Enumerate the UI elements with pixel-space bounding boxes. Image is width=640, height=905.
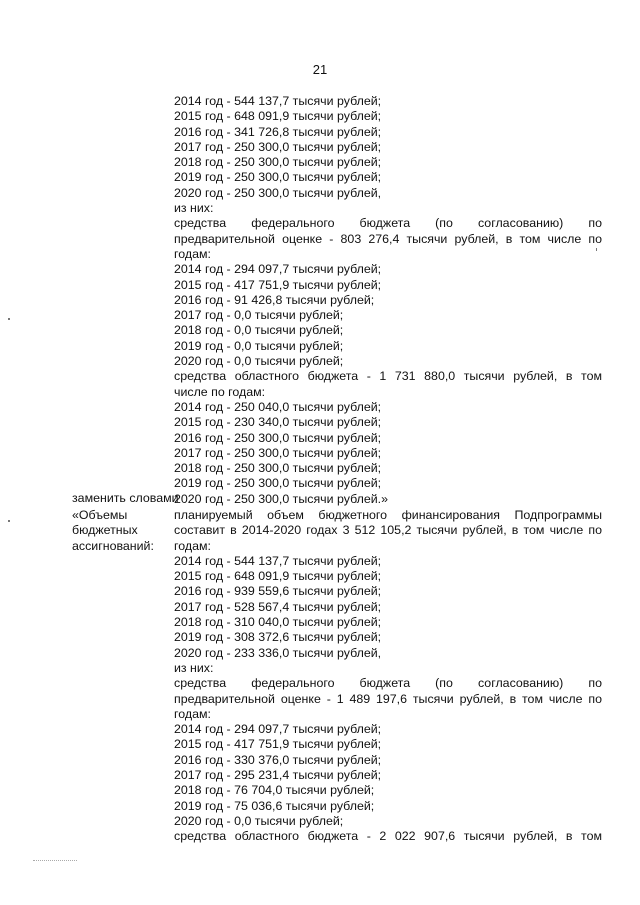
text-line: 2016 год - 341 726,8 тысячи рублей; (174, 124, 382, 139)
text-line: из них: (174, 201, 214, 216)
text-line: 2014 год - 544 137,7 тысячи рублей; (174, 553, 382, 568)
text-line: 2017 год - 0,0 тысячи рублей; (174, 308, 344, 323)
text-line: 2014 год - 294 097,7 тысячи рублей; (174, 262, 382, 277)
text-line: 2016 год - 91 426,8 тысячи рублей; (174, 292, 375, 307)
text-line: 2017 год - 528 567,4 тысячи рублей; (174, 599, 382, 614)
text-line: 2018 год - 0,0 тысячи рублей; (174, 323, 344, 338)
text-line: 2017 год - 295 231,4 тысячи рублей; (174, 768, 382, 783)
text-line: 2018 год - 250 300,0 тысячи рублей; (174, 155, 382, 170)
label-line: ассигнований: (72, 538, 154, 553)
text-line: 2018 год - 76 704,0 тысячи рублей; (174, 783, 375, 798)
text-line: 2019 год - 308 372,6 тысячи рублей; (174, 630, 382, 645)
scan-speck (8, 318, 10, 320)
text-line: 2014 год - 294 097,7 тысячи рублей; (174, 722, 382, 737)
budget-text-old (174, 94, 602, 507)
label-line: «Объемы (72, 508, 128, 522)
text-line: 2016 год - 939 559,6 тысячи рублей; (174, 584, 382, 599)
text-line: 2017 год - 250 300,0 тысячи рублей; (174, 445, 382, 460)
text-line: средства федерального бюджета (по согласованию) по (174, 216, 602, 231)
text-line: 2020 год - 0,0 тысячи рублей; (174, 354, 344, 369)
text-line: из них: (174, 660, 214, 675)
text-line: составит в 2014-2020 годах 3 512 105,2 тысячи рублей, в том числе по (174, 523, 602, 538)
page-number: 21 (312, 62, 328, 77)
budget-allocation-label (72, 508, 172, 554)
text-line: предварительной оценке - 803 276,4 тысячи рублей, в том числе по (174, 231, 602, 246)
scan-speck (33, 860, 77, 863)
text-line: 2018 год - 250 300,0 тысячи рублей; (174, 461, 382, 476)
text-line: 2015 год - 417 751,9 тысячи рублей; (174, 737, 382, 752)
text-line: 2016 год - 250 300,0 тысячи рублей; (174, 430, 382, 445)
text-line: годам: (174, 246, 211, 261)
text-line: 2017 год - 250 300,0 тысячи рублей; (174, 139, 382, 154)
text-line: 2019 год - 250 300,0 тысячи рублей; (174, 170, 382, 185)
text-line: годам: (174, 706, 211, 721)
label-line: бюджетных (72, 523, 138, 538)
text-line: 2015 год - 648 091,9 тысячи рублей; (174, 569, 382, 584)
text-line: средства федерального бюджета (по согласованию) по (174, 676, 602, 691)
text-line: 2020 год - 250 300,0 тысячи рублей, (174, 185, 382, 200)
text-line: 2020 год - 0,0 тысячи рублей; (174, 813, 344, 828)
replace-with-words-label: заменить словами (72, 491, 179, 505)
text-line: годам: (174, 538, 211, 553)
scan-speck (596, 248, 597, 251)
text-line: 2020 год - 250 300,0 тысячи рублей.» (174, 491, 388, 506)
text-line: 2015 год - 417 751,9 тысячи рублей; (174, 277, 382, 292)
text-line: 2014 год - 250 040,0 тысячи рублей; (174, 399, 382, 414)
budget-text-new (174, 508, 602, 845)
text-line: 2016 год - 330 376,0 тысячи рублей; (174, 752, 382, 767)
text-line: 2015 год - 648 091,9 тысячи рублей; (174, 109, 382, 124)
text-line: средства областного бюджета - 2 022 907,6 тысячи рублей, в том (174, 829, 602, 844)
text-line: средства областного бюджета - 1 731 880,0 тысячи рублей, в том (174, 369, 602, 384)
text-line: числе по годам: (174, 384, 266, 399)
text-line: 2014 год - 544 137,7 тысячи рублей; (174, 94, 382, 108)
text-line: предварительной оценке - 1 489 197,6 тысячи рублей, в том числе по (174, 691, 602, 706)
text-line: 2019 год - 250 300,0 тысячи рублей; (174, 476, 382, 491)
text-line: планируемый объем бюджетного финансирования Подпрограммы (174, 508, 602, 522)
text-line: 2019 год - 75 036,6 тысячи рублей; (174, 798, 375, 813)
text-line: 2020 год - 233 336,0 тысячи рублей, (174, 645, 382, 660)
text-line: 2015 год - 230 340,0 тысячи рублей; (174, 415, 382, 430)
text-line: 2018 год - 310 040,0 тысячи рублей; (174, 615, 382, 630)
text-line: 2019 год - 0,0 тысячи рублей; (174, 338, 344, 353)
scan-speck (8, 520, 10, 522)
